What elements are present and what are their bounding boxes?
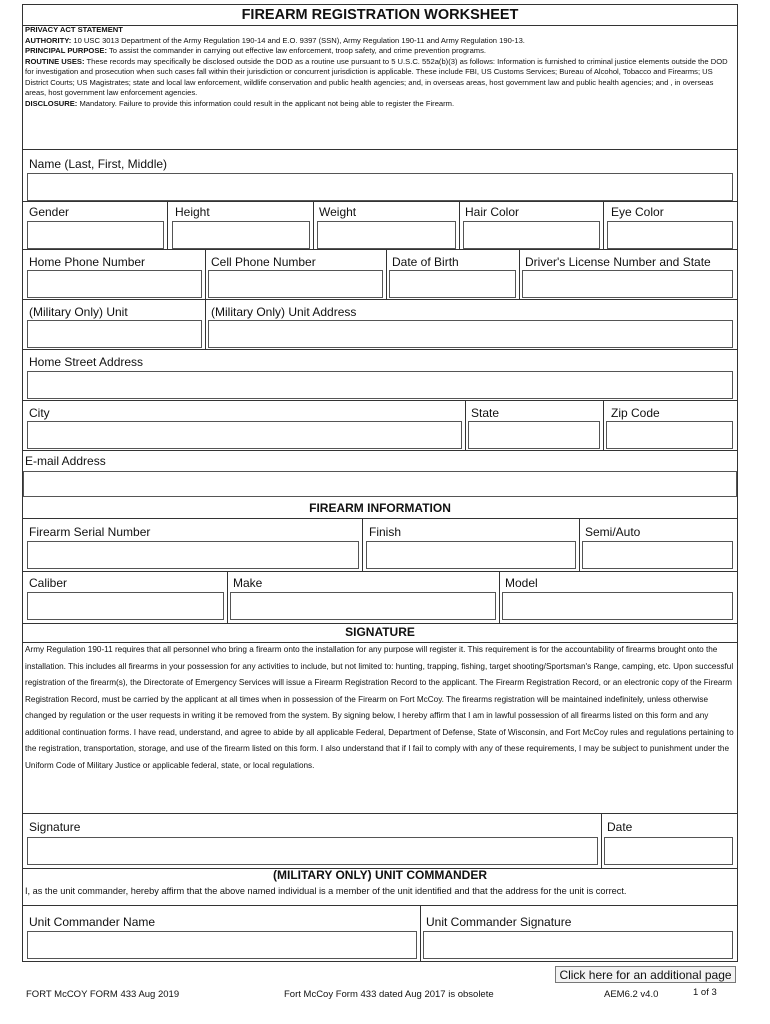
firearm-info-heading: FIREARM INFORMATION [309,501,451,515]
divider [23,450,737,451]
divider [23,201,737,202]
privacy-act-statement [25,25,735,145]
divider [23,905,737,906]
divider [603,201,604,249]
eye-color-field[interactable] [607,221,733,249]
zip-label: Zip Code [611,406,660,420]
email-field[interactable] [23,471,737,497]
divider [519,249,520,299]
divider [313,201,314,249]
commander-name-field[interactable] [27,931,417,959]
name-field[interactable] [27,173,733,201]
divider [205,249,206,299]
date-field[interactable] [604,837,733,865]
home-phone-label: Home Phone Number [29,255,146,269]
divider [459,201,460,249]
divider [23,349,737,350]
divider [601,813,602,868]
finish-label: Finish [369,525,402,539]
home-street-label: Home Street Address [29,355,144,369]
form-title: FIREARM REGISTRATION WORKSHEET [23,5,737,26]
divider [23,518,737,519]
signature-field[interactable] [27,837,598,865]
semi-auto-field[interactable] [582,541,733,569]
form-page [22,4,738,962]
hair-color-field[interactable] [463,221,600,249]
city-field[interactable] [27,421,462,449]
signature-agreement-text: Army Regulation 190-11 requires that all personnel who bring a firearm onto the installation for any purpose will register it. This requirement is for the accountability of firearms brought onto the installation. This includes all firearms in your possession for any activities to include, but not limited to: hunting, trapping, fishing, target shooting/Sportsman's Range, camping, etc. Upon successful registration of the firearm(s), the Directorate of Emergency Services will issue a Firearm Registration Record to the applicant. The Firearm Registration Record, or an electronic copy of the Firearm Registration Record, must be carried by the applicant at all times when in possession of the Firearm on Fort McCoy. The firearms registration will be maintained indefinitely, unless otherwise changed by regulation or the user requests in writing it be removed from the system. By signing below, I hereby affirm that I am in lawful possession of all firearms listed on this form and any additional continuation forms. I have read, understand, and agree to abide by all applicable Federal, Department of Defense, State of Wisconsin, and Fort McCoy rules and regulations pertaining to the registration, transportation, storage, and use of the firearm listed on this form. I also understand that if I fail to comply with any of these requirements, I may be subject to punishment under the Uniform Code of Military Justice or applicable federal, state, or local regulations. [25,645,734,770]
authority-label: AUTHORITY: [25,35,72,45]
finish-field[interactable] [366,541,576,569]
divider [23,299,737,300]
routine-uses-text: These records may specifically be disclosed outside the DOD as a routine use pursuant to 5 U.S.C. 552a(b)(3) as follows: Information is furnished to criminal justice elements outside the DOD for investigation and prosecution when such cases fall within their jurisdiction or concurrent jurisdiction is applicable. These include FBI, US Customs Services; Bureau of Alcohol, Tobacco and Firearms; US District Courts; US Magistrates; state and local law enforcement, wildlife conservation and public health agencies; and, in overseas areas, host government law and public health agencies; and , in overseas areas, host government law enforcement agencies. [25,56,728,97]
disclosure-text: Mandatory. Failure to provide this information could result in the applicant not being able to register the Firearm. [77,98,455,108]
divider [205,299,206,349]
routine-uses-label: ROUTINE USES: [25,56,85,66]
serial-label: Firearm Serial Number [29,525,151,539]
home-phone-field[interactable] [27,270,202,298]
divider [579,518,580,571]
zip-field[interactable] [606,421,733,449]
divider [420,905,421,962]
footer-page-number: 1 of 3 [693,987,717,998]
caliber-label: Caliber [29,576,68,590]
height-label: Height [175,205,210,219]
drivers-license-field[interactable] [522,270,733,298]
weight-field[interactable] [317,221,456,249]
cell-phone-field[interactable] [208,270,383,298]
make-field[interactable] [230,592,496,620]
state-label: State [471,406,500,420]
footer-obsolete-note: Fort McCoy Form 433 dated Aug 2017 is obsolete [284,989,494,1000]
commander-signature-label: Unit Commander Signature [426,915,572,929]
divider [465,400,466,450]
email-label: E-mail Address [25,454,106,468]
divider [603,400,604,450]
divider [23,249,737,250]
military-unit-label: (Military Only) Unit [29,305,128,319]
height-field[interactable] [172,221,310,249]
military-unit-address-label: (Military Only) Unit Address [211,305,357,319]
serial-field[interactable] [27,541,359,569]
commander-name-label: Unit Commander Name [29,915,156,929]
divider [23,149,737,150]
authority-text: 10 USC 3013 Department of the Army Regulation 190-14 and E.O. 9397 (SSN), Army Regulation 190-11 and Army Regulation 190-13. [71,35,525,45]
model-label: Model [505,576,538,590]
home-street-field[interactable] [27,371,733,399]
purpose-text: To assist the commander in carrying out effective law enforcement, troop safety, and crime prevention programs. [107,46,487,55]
military-unit-address-field[interactable] [208,320,733,348]
dob-field[interactable] [389,270,516,298]
commander-affirmation-text: I, as the unit commander, hereby affirm that the above named individual is a member of the unit identified and that the address for the unit is correct. [25,886,627,896]
commander-signature-field[interactable] [423,931,733,959]
purpose-label: PRINCIPAL PURPOSE: [25,46,107,55]
commander-heading: (MILITARY ONLY) UNIT COMMANDER [273,868,487,882]
eye-color-label: Eye Color [611,205,664,219]
weight-label: Weight [319,205,357,219]
cell-phone-label: Cell Phone Number [211,255,316,269]
divider [362,518,363,571]
privacy-heading: PRIVACY ACT STATEMENT [25,25,123,34]
military-unit-field[interactable] [27,320,202,348]
divider [23,400,737,401]
divider [499,571,500,623]
make-label: Make [233,576,263,590]
divider [386,249,387,299]
date-label: Date [607,820,633,834]
drivers-license-label: Driver's License Number and State [525,255,711,269]
footer-version: AEM6.2 v4.0 [604,989,659,1000]
name-label: Name (Last, First, Middle) [29,157,168,171]
dob-label: Date of Birth [392,255,459,269]
divider [23,571,737,572]
divider [167,201,168,249]
divider [227,571,228,623]
gender-field[interactable] [27,221,164,249]
divider [23,813,737,814]
additional-page-button[interactable]: Click here for an additional page [555,966,736,983]
signature-label: Signature [29,820,81,834]
footer-form-id: FORT McCOY FORM 433 Aug 2019 [26,989,180,1000]
semi-auto-label: Semi/Auto [585,525,641,539]
city-label: City [29,406,50,420]
signature-heading: SIGNATURE [345,625,415,639]
hair-color-label: Hair Color [465,205,520,219]
model-field[interactable] [502,592,733,620]
disclosure-label: DISCLOSURE: [25,98,78,108]
caliber-field[interactable] [27,592,224,620]
gender-label: Gender [29,205,70,219]
state-field[interactable] [468,421,600,449]
